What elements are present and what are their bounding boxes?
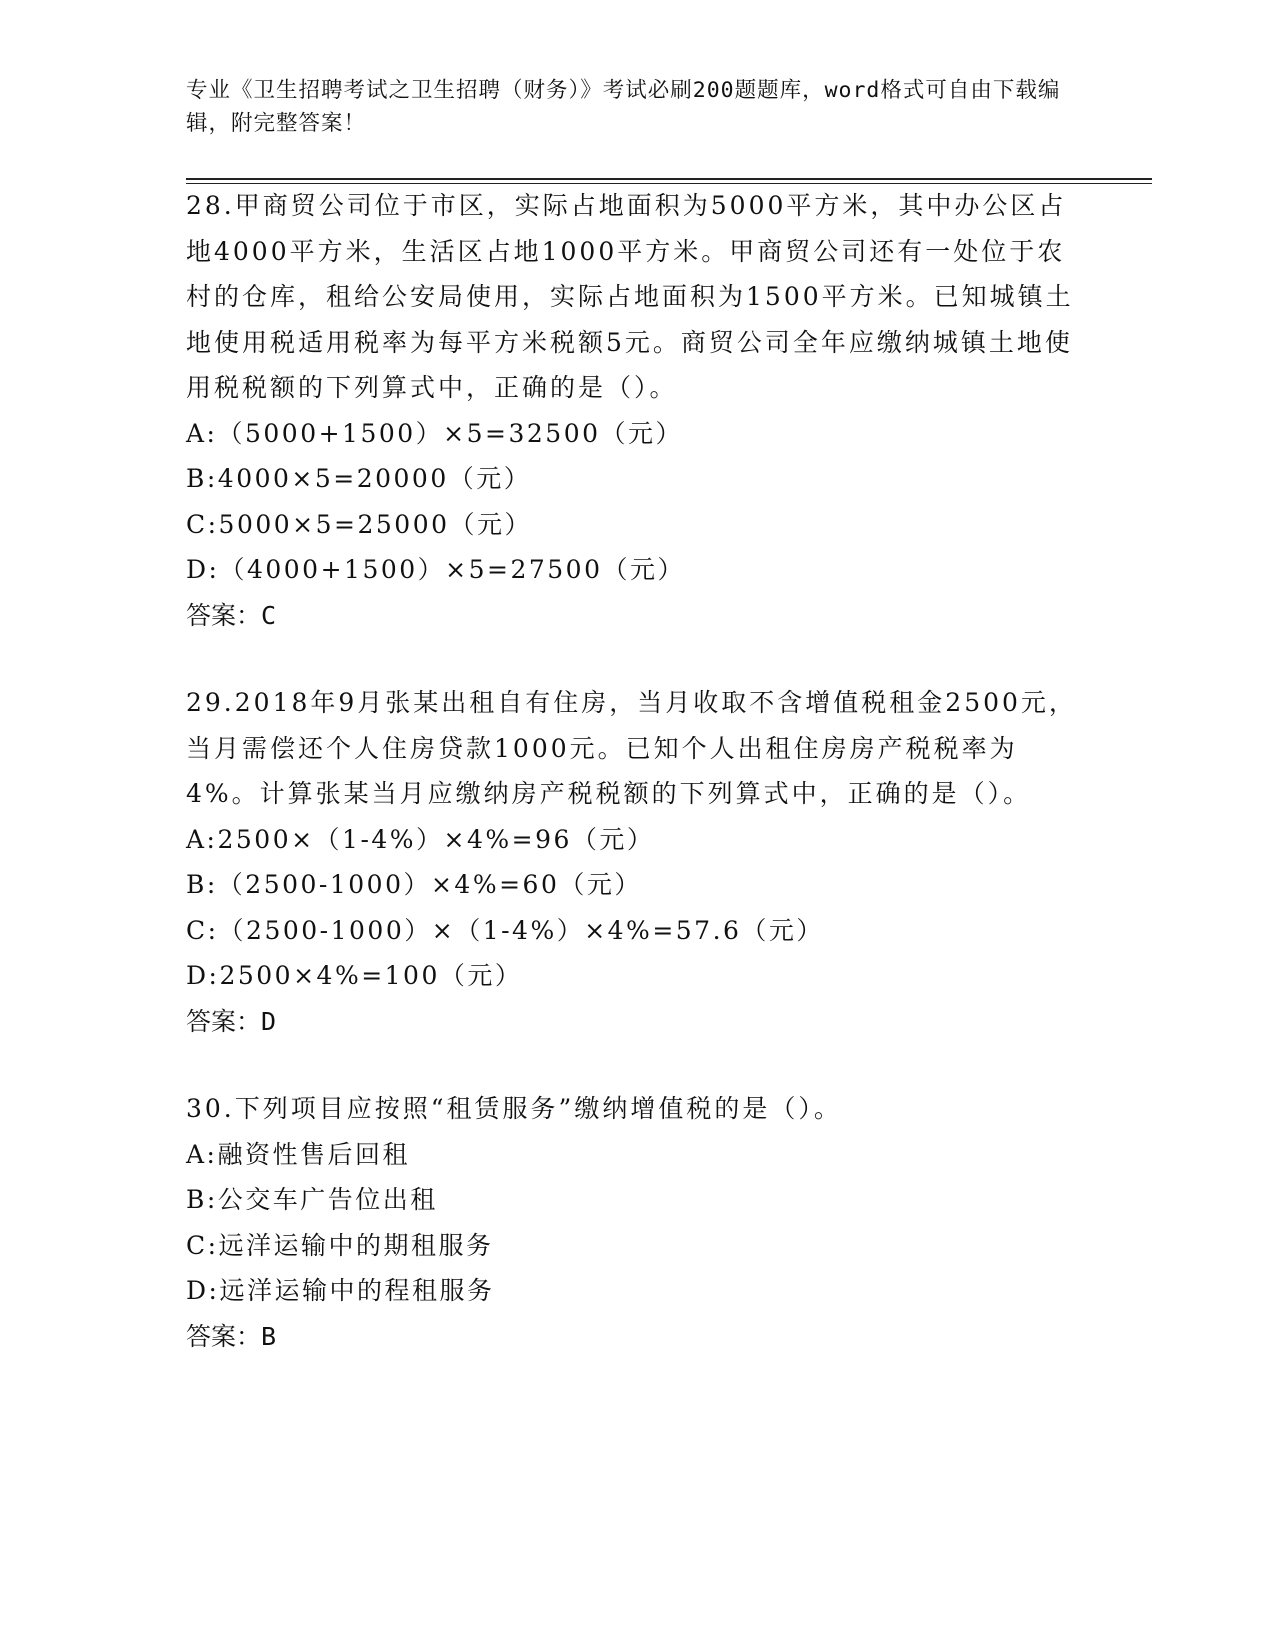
header-divider-thick [186, 178, 1152, 180]
answer-label: 答案：B [186, 1321, 277, 1351]
option-b: B:公交车广告位出租 [186, 1185, 438, 1214]
option-b: B:（2500-1000）×4%=60（元） [186, 870, 642, 899]
option-d: D:2500×4%=100（元） [186, 961, 523, 990]
answer-label: 答案：D [186, 1006, 277, 1036]
option-c: C:远洋运输中的期租服务 [186, 1230, 494, 1260]
option-a: A:（5000+1500）×5=32500（元） [186, 418, 683, 448]
document-header: 专业《卫生招聘考试之卫生招聘（财务）》考试必刷200题题库，word格式可自由下载编辑，附完整答案！ [186, 78, 1061, 136]
option-c: C:5000×5=25000（元） [186, 509, 533, 539]
question-30 [186, 1086, 1086, 1360]
option-d: D:（4000+1500）×5=27500（元） [186, 555, 685, 584]
question-29 [186, 680, 1086, 1045]
question-stem: 29.2018年9月张某出租自有住房，当月收取不含增值税租金2500元，当月需偿还个人住房贷款1000元。已知个人出租住房房产税税率为4%。计算张某当月应缴纳房产税税额的下列算式中，正确的是（）。 [186, 688, 1077, 808]
option-b: B:4000×5=20000（元） [186, 464, 532, 493]
question-28 [186, 183, 1086, 639]
option-d: D:远洋运输中的程租服务 [186, 1276, 495, 1305]
answer-label: 答案：C [186, 600, 277, 630]
option-c: C:（2500-1000）×（1-4%）×4%=57.6（元） [186, 915, 824, 945]
question-stem: 28.甲商贸公司位于市区，实际占地面积为5000平方米，其中办公区占地4000平方米，生活区占地1000平方米。甲商贸公司还有一处位于农村的仓库，租给公安局使用，实际占地面积为1500平方米。已知城镇土地使用税适用税率为每平方米税额5元。商贸公司全年应缴纳城镇土地使用税税额的下列算式中，正确的是（）。 [186, 191, 1074, 402]
option-a: A:2500×（1-4%）×4%=96（元） [186, 824, 655, 854]
question-stem: 30.下列项目应按照“租赁服务”缴纳增值税的是（）。 [186, 1094, 842, 1123]
option-a: A:融资性售后回租 [186, 1139, 410, 1169]
